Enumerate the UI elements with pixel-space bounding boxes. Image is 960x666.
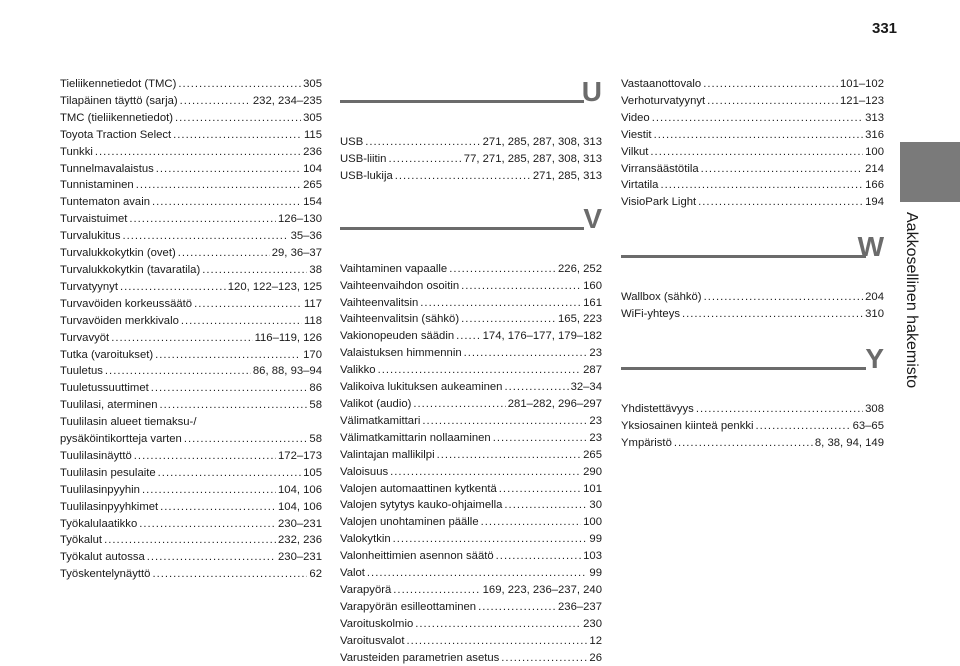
index-term: Tuuletussuuttimet <box>60 382 149 395</box>
dot-leader <box>136 177 301 194</box>
chapter-tab <box>900 142 960 202</box>
page-reference: 174, 176–177, 179–182 <box>482 330 602 343</box>
page-reference: 126–130 <box>278 213 322 226</box>
page-reference: 77, 271, 285, 287, 308, 313 <box>463 152 602 165</box>
dot-leader <box>707 93 838 110</box>
dot-leader <box>504 497 587 514</box>
section-header <box>621 343 884 401</box>
index-term: Tuntematon avain <box>60 196 151 209</box>
page-reference: 160 <box>583 279 602 292</box>
index-term: Vaihtaminen vapaalle <box>340 262 448 275</box>
page-reference: 8, 38, 94, 149 <box>814 436 884 449</box>
index-entry <box>60 93 322 110</box>
page-reference: 23 <box>589 414 602 427</box>
page-reference: 281–282, 296–297 <box>507 397 602 410</box>
page-reference: 214 <box>865 162 884 175</box>
page-reference: 121–123 <box>840 94 884 107</box>
index-entry <box>621 76 884 93</box>
index-term: Turvavyöt <box>60 331 110 344</box>
section-rule <box>340 227 584 230</box>
page-reference: 104, 106 <box>278 500 322 513</box>
index-term: Toyota Traction Select <box>60 128 172 141</box>
index-term: Valojen automaattinen kytkentä <box>340 482 497 495</box>
index-entry <box>340 151 602 168</box>
dot-leader <box>703 76 838 93</box>
index-term: Tunnistaminen <box>60 179 134 192</box>
index-entry <box>340 261 602 278</box>
page-reference: 232, 236 <box>278 534 322 547</box>
dot-leader <box>501 650 587 666</box>
page-reference: 161 <box>583 296 602 309</box>
dot-leader <box>139 516 276 533</box>
index-term: Valonheittimien asennon säätö <box>340 550 494 563</box>
page-reference: 100 <box>583 516 602 529</box>
page-reference: 271, 285, 313 <box>532 169 602 182</box>
index-term: WiFi-yhteys <box>621 308 680 321</box>
index-entry <box>621 161 884 178</box>
section-header <box>340 76 602 134</box>
dot-leader <box>481 514 582 531</box>
dot-leader <box>180 93 251 110</box>
dot-leader <box>496 548 581 565</box>
page-reference: 12 <box>589 634 602 647</box>
index-term: Yksiosainen kiinteä penkki <box>621 419 754 432</box>
dot-leader <box>393 531 588 548</box>
index-term: USB-liitin <box>340 152 387 165</box>
page-reference: 236 <box>303 145 322 158</box>
index-entry <box>60 499 322 516</box>
index-term: Tuulilasin alueet tiemaksu-/ <box>60 416 197 429</box>
dot-leader <box>660 177 863 194</box>
index-term: Ympäristö <box>621 436 672 449</box>
page-reference: 305 <box>303 111 322 124</box>
dot-leader <box>698 194 863 211</box>
index-entry <box>340 168 602 185</box>
index-term: Tuulilasinpyyhkimet <box>60 500 159 513</box>
dot-leader <box>147 549 276 566</box>
dot-leader <box>155 347 301 364</box>
dot-leader <box>152 566 307 583</box>
dot-leader <box>704 289 864 306</box>
page-reference: 230 <box>583 617 602 630</box>
index-entry <box>621 289 884 306</box>
index-entry <box>60 110 322 127</box>
dot-leader <box>388 151 461 168</box>
index-column-3 <box>621 76 884 452</box>
index-term: Tunkki <box>60 145 93 158</box>
index-entry <box>60 482 322 499</box>
page-reference: 120, 122–123, 125 <box>227 280 322 293</box>
page-reference: 118 <box>303 314 322 327</box>
page-reference: 230–231 <box>278 517 322 530</box>
index-entry <box>60 245 322 262</box>
dot-leader <box>160 499 276 516</box>
dot-leader <box>420 295 581 312</box>
index-term: Vakionopeuden säädin <box>340 330 455 343</box>
dot-leader <box>696 401 863 418</box>
page-reference: 194 <box>865 196 884 209</box>
page-reference: 305 <box>303 78 322 90</box>
dot-leader <box>504 379 568 396</box>
section-rule <box>621 255 866 258</box>
dot-leader <box>652 110 863 127</box>
dot-leader <box>120 279 226 296</box>
index-term: Yhdistettävyys <box>621 403 694 416</box>
index-term: TMC (tieliikennetiedot) <box>60 111 174 124</box>
index-entry <box>340 582 602 599</box>
index-entry <box>340 379 602 396</box>
index-entry <box>60 448 322 465</box>
index-term: Tuulilasi, aterminen <box>60 399 158 412</box>
dot-leader <box>461 278 581 295</box>
page-reference: 62 <box>309 568 322 581</box>
page-reference: 308 <box>865 403 884 416</box>
page-reference: 29, 36–37 <box>271 247 322 260</box>
section-rule <box>621 367 866 370</box>
dot-leader <box>178 76 301 93</box>
index-entry <box>621 435 884 452</box>
index-term: Vaihteenvalitsin (sähkö) <box>340 313 460 326</box>
page-reference: 117 <box>303 297 322 310</box>
index-term: pysäköintikortteja varten <box>60 433 182 446</box>
dot-leader <box>104 532 276 549</box>
index-entry <box>621 93 884 110</box>
page-reference: 154 <box>303 196 322 209</box>
index-term: Tuulilasin pesulaite <box>60 466 156 479</box>
index-entry <box>621 418 884 435</box>
dot-leader <box>406 633 587 650</box>
index-entry <box>340 295 602 312</box>
dot-leader <box>142 482 276 499</box>
index-term: Varoitusvalot <box>340 634 405 647</box>
index-entry <box>340 311 602 328</box>
index-term: Varapyörän esilleottaminen <box>340 600 477 613</box>
page-reference: 99 <box>589 567 602 580</box>
index-term: Varoituskolmio <box>340 617 414 630</box>
index-entry <box>60 516 322 533</box>
index-entry <box>60 262 322 279</box>
dot-leader <box>129 211 276 228</box>
page-reference: 101–102 <box>840 78 884 90</box>
index-term: Wallbox (sähkö) <box>621 291 702 304</box>
section-letter: V <box>583 202 602 234</box>
page-reference: 23 <box>589 431 602 444</box>
index-entry <box>60 431 322 448</box>
dot-leader <box>151 380 308 397</box>
index-entry <box>621 144 884 161</box>
dot-leader <box>390 464 581 481</box>
dot-leader <box>178 245 270 262</box>
index-entry <box>340 531 602 548</box>
index-term: Työkalulaatikko <box>60 517 138 530</box>
index-entry <box>340 345 602 362</box>
index-term: Työkalut autossa <box>60 551 145 564</box>
page-reference: 104 <box>303 162 322 175</box>
page-reference: 23 <box>589 347 602 360</box>
index-entry <box>340 497 602 514</box>
page-reference: 232, 234–235 <box>252 94 322 107</box>
index-entry <box>340 633 602 650</box>
index-term: VisioPark Light <box>621 196 697 209</box>
page-reference: 101 <box>583 482 602 495</box>
index-term: Turvatyynyt <box>60 280 118 293</box>
index-entry <box>60 566 322 583</box>
index-entry <box>60 76 322 93</box>
index-entry <box>60 194 322 211</box>
index-entry <box>340 481 602 498</box>
dot-leader <box>184 431 308 448</box>
page-reference: 310 <box>865 308 884 321</box>
index-term: Valokytkin <box>340 533 391 546</box>
dot-leader <box>158 465 301 482</box>
page-reference: 290 <box>583 465 602 478</box>
index-term: Välimatkamittari <box>340 414 421 427</box>
page-reference: 265 <box>303 179 322 192</box>
page-reference: 104, 106 <box>278 483 322 496</box>
index-term: Turvavöiden korkeussäätö <box>60 297 193 310</box>
dot-leader <box>378 362 582 379</box>
dot-leader <box>464 345 588 362</box>
index-term: Viestit <box>621 128 652 141</box>
index-term: Valaistuksen himmennin <box>340 347 462 360</box>
index-term: Valikko <box>340 364 376 377</box>
index-term: Tutka (varoitukset) <box>60 348 154 361</box>
page-reference: 100 <box>865 145 884 158</box>
index-term: Varusteiden parametrien asetus <box>340 651 500 664</box>
page-reference: 230–231 <box>278 551 322 564</box>
page-reference: 169, 223, 236–237, 240 <box>482 583 602 596</box>
index-entry <box>340 514 602 531</box>
dot-leader <box>478 599 556 616</box>
index-entry <box>60 313 322 330</box>
section-header <box>340 203 602 261</box>
dot-leader <box>160 397 308 414</box>
index-entry <box>60 279 322 296</box>
index-term: Valikot (audio) <box>340 397 412 410</box>
index-entry <box>621 306 884 323</box>
index-column-1 <box>60 76 322 583</box>
index-term: Vilkut <box>621 145 649 158</box>
index-term: Verhoturvatyynyt <box>621 94 706 107</box>
dot-leader <box>134 448 276 465</box>
index-entry <box>621 401 884 418</box>
page-reference: 116–119, 126 <box>254 331 322 344</box>
page-reference: 26 <box>589 651 602 664</box>
dot-leader <box>395 168 531 185</box>
dot-leader <box>650 144 863 161</box>
index-entry <box>340 413 602 430</box>
section-letter: Y <box>865 343 884 375</box>
index-term: Tuulilasinäyttö <box>60 449 132 462</box>
page-reference: 204 <box>865 291 884 304</box>
index-entry <box>60 363 322 380</box>
dot-leader <box>461 311 556 328</box>
page-reference: 115 <box>303 128 322 141</box>
index-entry <box>621 194 884 211</box>
page-reference: 316 <box>865 128 884 141</box>
index-term: Työkalut <box>60 534 103 547</box>
dot-leader <box>152 194 301 211</box>
page-reference: 30 <box>589 499 602 512</box>
index-term: Turvavöiden merkkivalo <box>60 314 179 327</box>
page-reference: 170 <box>303 348 322 361</box>
page-reference: 236–237 <box>558 600 602 613</box>
page-reference: 313 <box>865 111 884 124</box>
index-term: Turvalukkokytkin (tavaratila) <box>60 263 201 276</box>
page-reference: 58 <box>309 399 322 412</box>
dot-leader <box>701 161 863 178</box>
index-term: Valintajan mallikilpi <box>340 448 435 461</box>
dot-leader <box>415 616 581 633</box>
index-term: Virransäästötila <box>621 162 699 175</box>
index-term: Vaihteenvalitsin <box>340 296 419 309</box>
dot-leader <box>393 582 480 599</box>
page-reference: 32–34 <box>570 381 602 394</box>
index-entry <box>60 347 322 364</box>
index-entry <box>340 650 602 666</box>
index-entry <box>60 211 322 228</box>
dot-leader <box>173 127 302 144</box>
section-rule <box>340 100 584 103</box>
index-term: Välimatkamittarin nollaaminen <box>340 431 491 444</box>
index-term: Valot <box>340 567 365 580</box>
dot-leader <box>682 306 863 323</box>
index-term: Turvaistuimet <box>60 213 128 226</box>
index-term: Tunnelmavalaistus <box>60 162 154 175</box>
page-reference: 86 <box>309 382 322 395</box>
index-term: Työskentelynäyttö <box>60 568 151 581</box>
index-entry <box>340 464 602 481</box>
dot-leader <box>194 296 302 313</box>
page-reference: 99 <box>589 533 602 546</box>
index-entry <box>60 549 322 566</box>
index-column-2 <box>340 76 602 666</box>
index-term: Tieliikennetiedot (TMC) <box>60 78 177 90</box>
section-letter: W <box>857 231 884 263</box>
index-entry <box>340 447 602 464</box>
index-entry <box>340 278 602 295</box>
page-reference: 287 <box>583 364 602 377</box>
index-entry <box>621 110 884 127</box>
index-term: Tilapäinen täyttö (sarja) <box>60 94 178 107</box>
dot-leader <box>456 328 481 345</box>
page-reference: 271, 285, 287, 308, 313 <box>482 136 602 148</box>
dot-leader <box>413 396 505 413</box>
page-reference: 58 <box>309 433 322 446</box>
dot-leader <box>367 565 588 582</box>
section-header <box>621 231 884 289</box>
index-term: Valoisuus <box>340 465 389 478</box>
dot-leader <box>175 110 301 127</box>
index-entry <box>60 127 322 144</box>
dot-leader <box>493 430 588 447</box>
dot-leader <box>202 262 307 279</box>
index-entry <box>340 362 602 379</box>
index-entry <box>621 177 884 194</box>
index-term: Vastaanottovalo <box>621 78 702 90</box>
index-entry <box>621 127 884 144</box>
dot-leader <box>156 161 301 178</box>
index-term: Varapyörä <box>340 583 392 596</box>
index-entry <box>340 396 602 413</box>
page-reference: 165, 223 <box>558 313 602 326</box>
page-reference: 35–36 <box>290 230 322 243</box>
page-reference: 172–173 <box>278 449 322 462</box>
page-reference: 166 <box>865 179 884 192</box>
index-term: Virtatila <box>621 179 659 192</box>
chapter-title: Aakkosellinen hakemisto <box>903 212 920 389</box>
dot-leader <box>105 363 251 380</box>
index-entry <box>340 328 602 345</box>
dot-leader <box>365 134 480 151</box>
index-entry <box>60 380 322 397</box>
index-entry <box>340 565 602 582</box>
index-entry <box>60 177 322 194</box>
dot-leader <box>437 447 582 464</box>
index-term: Valojen unohtaminen päälle <box>340 516 479 529</box>
index-entry <box>60 465 322 482</box>
page-reference: 105 <box>303 466 322 479</box>
index-entry <box>60 414 322 431</box>
dot-leader <box>111 330 252 347</box>
index-entry <box>60 144 322 161</box>
page-reference: 226, 252 <box>558 262 602 275</box>
dot-leader <box>674 435 813 452</box>
dot-leader <box>499 481 581 498</box>
dot-leader <box>422 413 587 430</box>
page-reference: 103 <box>583 550 602 563</box>
index-term: Valojen sytytys kauko-ohjaimella <box>340 499 503 512</box>
dot-leader <box>654 127 864 144</box>
index-entry <box>60 330 322 347</box>
dot-leader <box>449 261 556 278</box>
page-number: 331 <box>872 20 898 37</box>
dot-leader <box>95 144 301 161</box>
page-reference: 265 <box>583 448 602 461</box>
index-entry <box>340 430 602 447</box>
page-reference: 86, 88, 93–94 <box>252 365 322 378</box>
index-term: Turvalukkokytkin (ovet) <box>60 247 176 260</box>
index-entry <box>340 616 602 633</box>
index-term: Turvalukitus <box>60 230 121 243</box>
dot-leader <box>122 228 288 245</box>
index-entry <box>60 397 322 414</box>
index-entry <box>60 228 322 245</box>
index-entry <box>60 532 322 549</box>
index-term: Video <box>621 111 650 124</box>
index-entry <box>60 161 322 178</box>
page-reference: 38 <box>309 263 322 276</box>
index-term: Tuulilasinpyyhin <box>60 483 140 496</box>
index-term: USB-lukija <box>340 169 393 182</box>
index-term: Tuuletus <box>60 365 103 378</box>
index-term: Valikoiva lukituksen aukeaminen <box>340 381 503 394</box>
dot-leader <box>756 418 851 435</box>
dot-leader <box>181 313 302 330</box>
page-reference: 63–65 <box>852 419 884 432</box>
index-entry <box>340 134 602 151</box>
index-term: Vaihteenvaihdon osoitin <box>340 279 460 292</box>
index-entry <box>340 599 602 616</box>
section-letter: U <box>581 76 602 107</box>
index-entry <box>340 548 602 565</box>
index-term: USB <box>340 136 364 148</box>
index-entry <box>60 296 322 313</box>
